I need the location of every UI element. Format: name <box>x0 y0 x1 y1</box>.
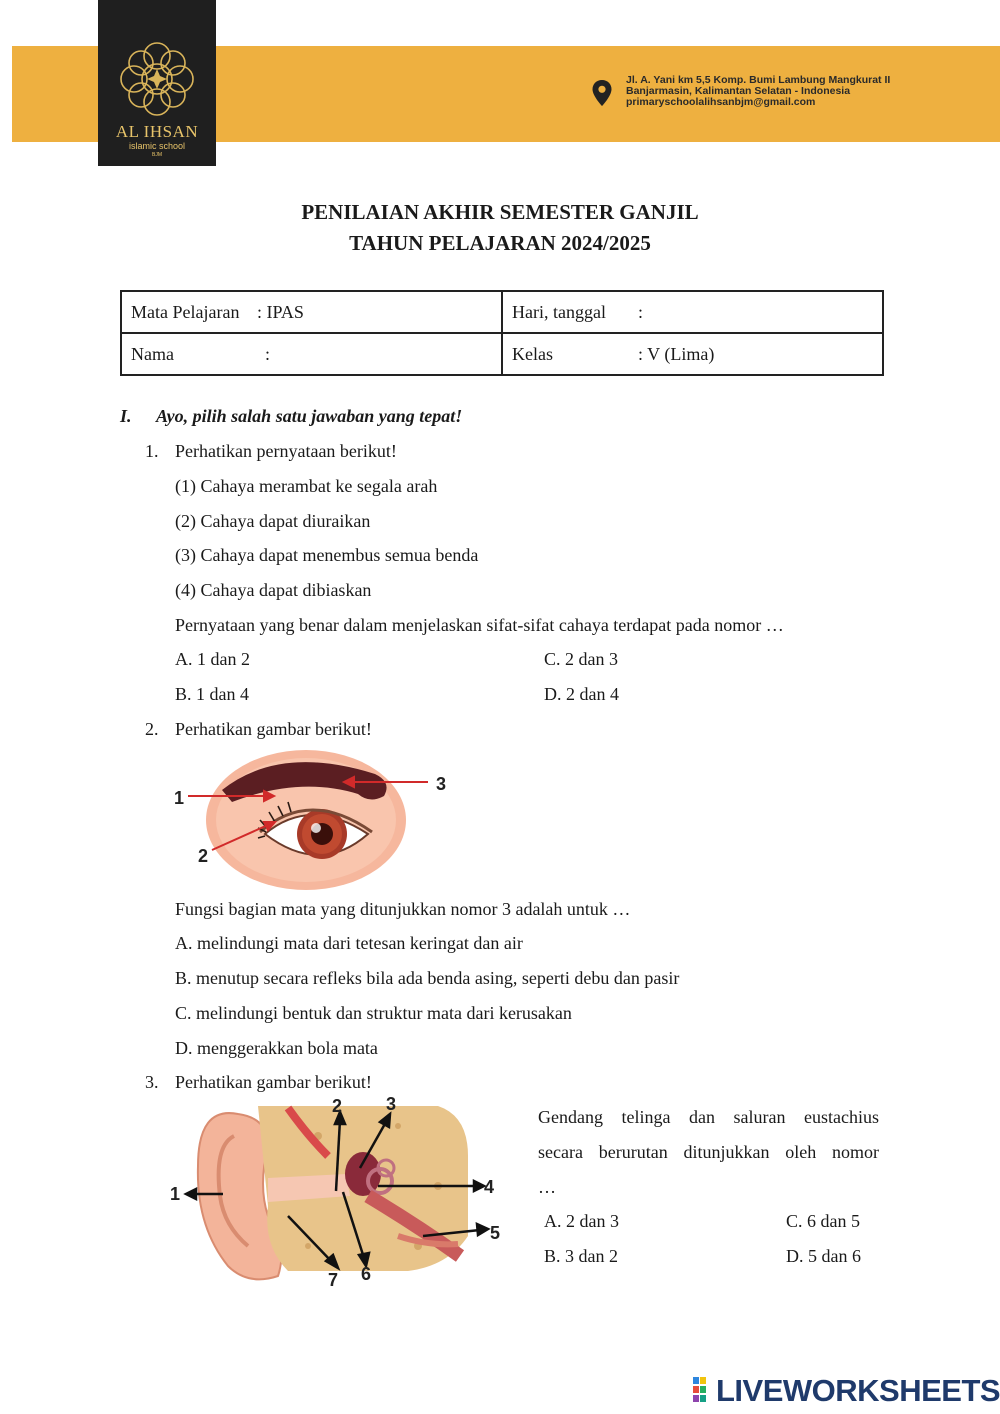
answer-option-c[interactable]: C. 6 dan 5 <box>786 1211 860 1231</box>
eye-diagram <box>170 748 460 894</box>
date-cell[interactable] <box>502 291 883 333</box>
eye-label-3: 3 <box>436 774 447 794</box>
answer-option-a[interactable]: A. 1 dan 2 <box>175 649 250 669</box>
statement: (4) Cahaya dapat dibiaskan <box>175 580 372 600</box>
ear-label-3: 3 <box>386 1096 397 1114</box>
answer-option-a[interactable]: A. 2 dan 3 <box>544 1211 619 1231</box>
answer-option-c[interactable]: C. melindungi bentuk dan struktur mata dari kerusakan <box>175 1003 572 1023</box>
date-value: : <box>638 301 644 322</box>
question-prompt: Perhatikan gambar berikut! <box>175 1072 372 1092</box>
address-line: Banjarmasin, Kalimantan Selatan - Indonesia <box>626 85 851 97</box>
logo-tiny-text: BJM <box>152 152 162 158</box>
statement: (1) Cahaya merambat ke segala arah <box>175 476 438 496</box>
name-cell[interactable] <box>121 333 502 375</box>
ear-label-5: 5 <box>490 1223 501 1243</box>
eye-label-2: 2 <box>198 846 209 866</box>
ear-label-2: 2 <box>332 1096 343 1116</box>
class-cell <box>502 333 883 375</box>
class-value: : V (Lima) <box>638 343 715 364</box>
date-label: Hari, tanggal <box>512 301 606 322</box>
answer-option-b[interactable]: B. menutup secara refleks bila ada benda asing, seperti debu dan pasir <box>175 968 680 988</box>
student-info-table <box>120 290 884 376</box>
school-address <box>626 75 890 108</box>
logo-subtitle: islamic school <box>128 141 186 151</box>
question-number: 2. <box>145 719 159 739</box>
ear-label-6: 6 <box>361 1264 372 1284</box>
name-value: : <box>265 343 271 364</box>
class-label: Kelas <box>512 343 553 364</box>
exam-year: TAHUN PELAJARAN 2024/2025 <box>349 231 651 255</box>
question-number: 1. <box>145 441 159 461</box>
answer-option-d[interactable]: D. 5 dan 6 <box>786 1246 861 1266</box>
logo-name: AL IHSAN <box>115 122 199 141</box>
eye-label-1: 1 <box>174 788 185 808</box>
question-prompt: Perhatikan pernyataan berikut! <box>175 441 397 461</box>
answer-option-b[interactable]: B. 1 dan 4 <box>175 684 249 704</box>
answer-option-c[interactable]: C. 2 dan 3 <box>544 649 618 669</box>
ear-label-1: 1 <box>170 1184 181 1204</box>
section-number: I. <box>120 406 132 426</box>
statement: (3) Cahaya dapat menembus semua benda <box>175 545 479 565</box>
ornament-icon <box>106 36 208 122</box>
question-text-line: … <box>538 1177 556 1197</box>
question-number: 3. <box>145 1072 159 1092</box>
answer-option-a[interactable]: A. melindungi mata dari tetesan keringat dan air <box>175 933 523 953</box>
ear-diagram <box>168 1096 508 1292</box>
liveworksheets-logo-icon <box>693 1377 715 1403</box>
subject-value: : IPAS <box>257 301 304 322</box>
liveworksheets-brand: LIVEWORKSHEETS <box>716 1373 1000 1408</box>
school-logo <box>98 0 216 166</box>
question-prompt: Perhatikan gambar berikut! <box>175 719 372 739</box>
subject-cell <box>121 291 502 333</box>
answer-option-d[interactable]: D. menggerakkan bola mata <box>175 1038 378 1058</box>
exam-title: PENILAIAN AKHIR SEMESTER GANJIL <box>301 200 699 224</box>
subject-label: Mata Pelajaran <box>131 301 240 322</box>
ear-label-4: 4 <box>484 1177 495 1197</box>
location-pin-icon <box>592 80 612 106</box>
question-text-line: secara berurutan ditunjukkan oleh nomor <box>538 1142 879 1162</box>
email-line: primaryschoolalihsanbjm@gmail.com <box>626 96 816 108</box>
question-text-line: Gendang telinga dan saluran eustachius <box>538 1107 879 1127</box>
address-line: Jl. A. Yani km 5,5 Komp. Bumi Lambung Mangkurat II <box>626 74 891 86</box>
question-text: Fungsi bagian mata yang ditunjukkan nomor 3 adalah untuk … <box>175 899 631 919</box>
answer-option-b[interactable]: B. 3 dan 2 <box>544 1246 618 1266</box>
name-label: Nama <box>131 343 174 364</box>
ear-label-7: 7 <box>328 1270 339 1290</box>
answer-option-d[interactable]: D. 2 dan 4 <box>544 684 619 704</box>
statement: (2) Cahaya dapat diuraikan <box>175 511 371 531</box>
question-text: Pernyataan yang benar dalam menjelaskan sifat-sifat cahaya terdapat pada nomor … <box>175 615 784 635</box>
section-instruction: Ayo, pilih salah satu jawaban yang tepat! <box>156 406 463 426</box>
